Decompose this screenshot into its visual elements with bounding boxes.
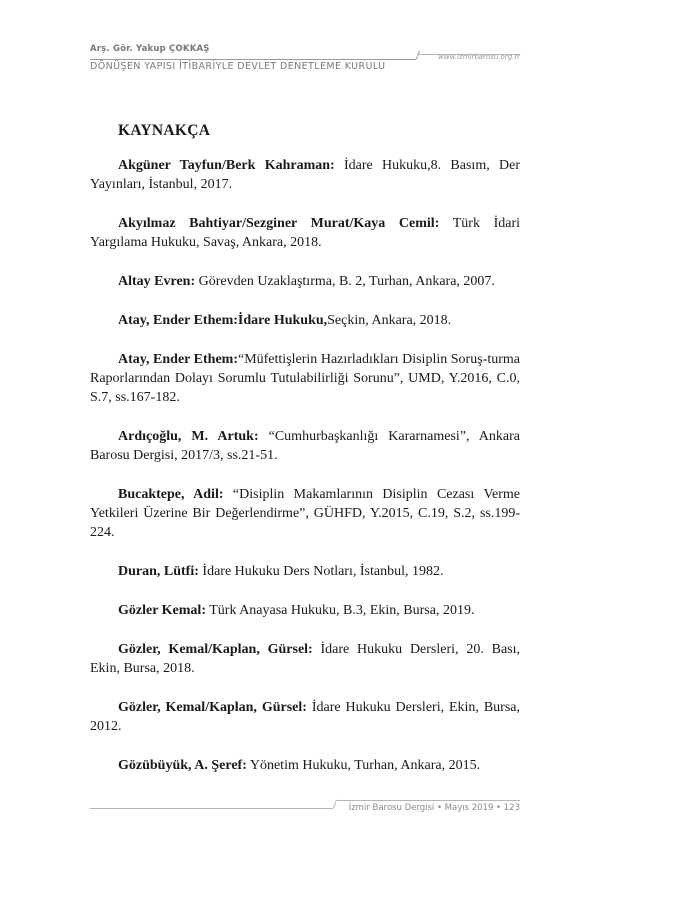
entry-text: Seçkin, Ankara, 2018. (327, 313, 452, 328)
entry-author: Gözler, Kemal/Kaplan, Gürsel: (118, 700, 307, 715)
footer-rule-right (337, 800, 520, 801)
entry-author: Gözler Kemal: (118, 603, 206, 618)
entry-text: “Disiplin Makamlarının Disiplin Cezası Verme Yetkileri Üzerine Bir Değerlendirme”, GÜHFD, Y.2015, C.19, S.2, ss.199-224. (90, 487, 520, 540)
header-author: Arş. Gör. Yakup ÇOKKAŞ (90, 44, 210, 54)
entry-text: “Cumhurbaşkanlığı Kararnamesi”, Ankara Barosu Dergisi, 2017/3, ss.21-51. (90, 429, 520, 463)
entry-author: Atay, Ender Ethem:İdare Hukuku, (118, 313, 328, 328)
page-footer (90, 800, 520, 820)
bibliography-entry (90, 427, 520, 465)
entry-text: Yönetim Hukuku, Turhan, Ankara, 2015. (246, 758, 481, 773)
entry-text: Görevden Uzaklaştırma, B. 2, Turhan, Ankara, 2007. (195, 274, 495, 289)
bibliography-entry (90, 272, 520, 291)
entry-text: İdare Hukuku,8. Basım, Der Yayınları, İstanbul, 2017. (90, 158, 520, 192)
entry-author: Gözübüyük, A. Şeref: (118, 758, 247, 773)
entry-author: Altay Evren: (118, 274, 196, 289)
entry-text: İdare Hukuku Dersleri, Ekin, Bursa, 2012. (90, 700, 520, 734)
bibliography-entry (90, 350, 520, 407)
bibliography-entry (90, 640, 520, 678)
bibliography-entry (90, 601, 520, 620)
entry-text: Türk İdari Yargılama Hukuku, Savaş, Ankara, 2018. (90, 216, 520, 250)
entry-author: Duran, Lütfi: (118, 564, 199, 579)
entry-author: Atay, Ender Ethem: (118, 352, 238, 367)
entry-author: Akyılmaz Bahtiyar/Sezginer Murat/Kaya Cemil: (118, 216, 440, 231)
footer-rule (90, 808, 333, 809)
bibliography-entry (90, 311, 520, 330)
bibliography-entry (90, 485, 520, 542)
page-header (90, 44, 520, 84)
bibliography (90, 122, 520, 795)
bibliography-entry (90, 156, 520, 194)
entry-text: İdare Hukuku Ders Notları, İstanbul, 1982. (198, 564, 444, 579)
entry-author: Akgüner Tayfun/Berk Kahraman: (118, 158, 335, 173)
entry-text: İdare Hukuku Dersleri, 20. Bası, Ekin, Bursa, 2018. (90, 642, 521, 676)
section-heading: KAYNAKÇA (118, 122, 211, 139)
footer-text: İzmir Barosu Dergisi • Mayıs 2019 • 123 (348, 803, 520, 813)
entry-author: Ardıçoğlu, M. Artuk: (118, 429, 259, 444)
bibliography-entry (90, 756, 520, 775)
bibliography-entry (90, 214, 520, 252)
entry-author: Gözler, Kemal/Kaplan, Gürsel: (118, 642, 313, 657)
entry-text: Türk Anayasa Hukuku, B.3, Ekin, Bursa, 2019. (206, 603, 475, 618)
header-rule (90, 59, 416, 60)
header-subtitle: DÖNÜŞEN YAPISI İTİBARİYLE DEVLET DENETLEME KURULU (90, 61, 386, 72)
header-url: www.izmirbarosu.org.tr (438, 53, 520, 61)
entry-text: “Müfettişlerin Hazırladıkları Disiplin Soruş-turma Raporlarından Dolayı Sorumlu Tutulabilirliği Sorunu”, UMD, Y.2016, C.0, S.7, ss.167-182. (90, 352, 520, 405)
entry-author: Bucaktepe, Adil: (118, 487, 224, 502)
bibliography-entry (90, 562, 520, 581)
bibliography-entry (90, 698, 520, 736)
